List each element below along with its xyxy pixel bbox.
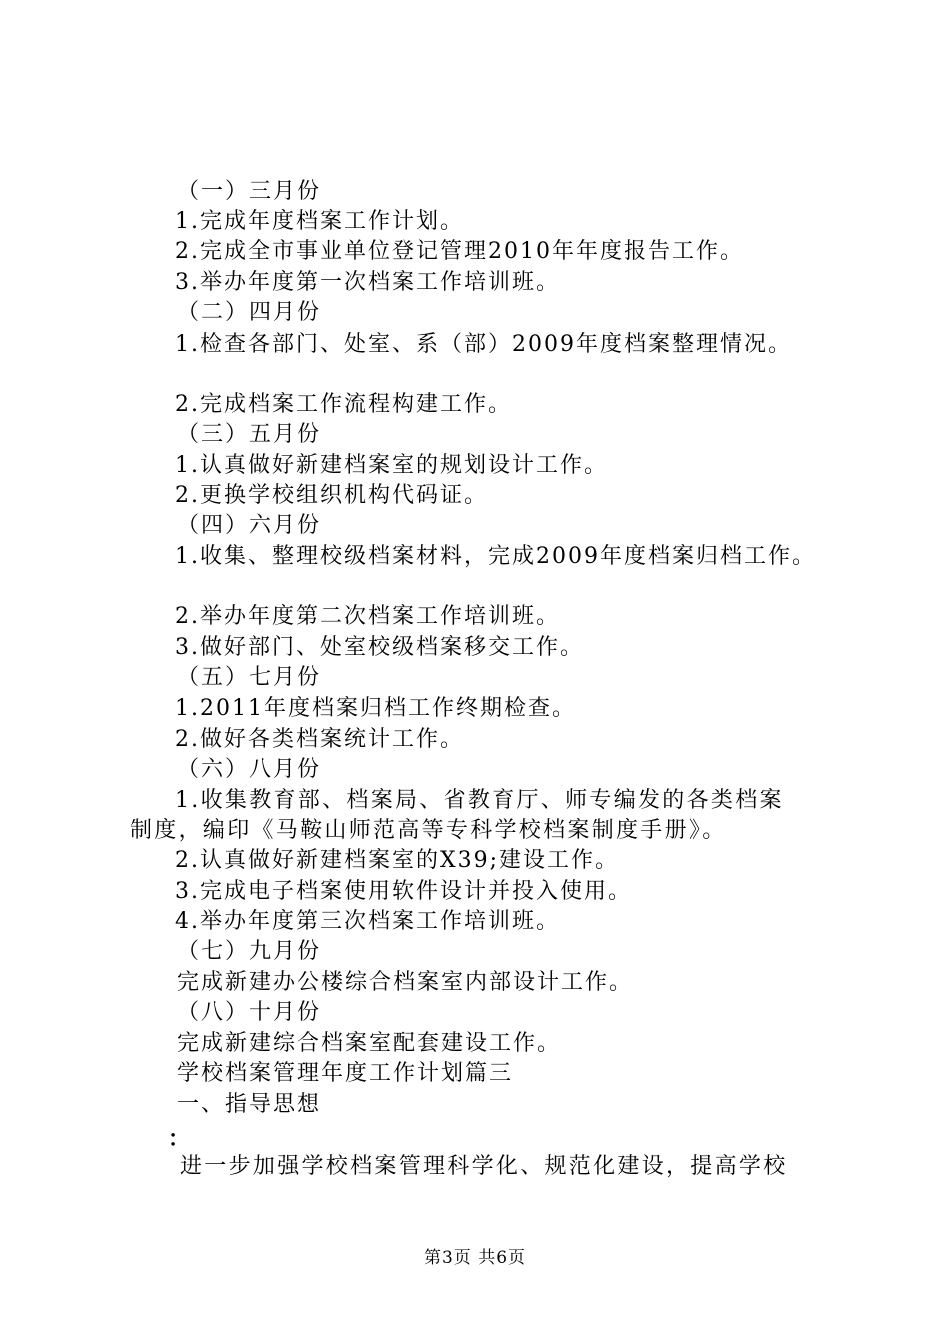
- list-item: 1.2011年度档案归档工作终期检查。: [175, 696, 576, 721]
- list-item: 2.做好各类档案统计工作。: [175, 727, 464, 752]
- section-heading: 一、指导思想: [177, 1092, 322, 1117]
- list-item: 2.完成档案工作流程构建工作。: [175, 392, 512, 417]
- chapter-title: 学校档案管理年度工作计划篇三: [177, 1061, 514, 1086]
- paragraph: 完成新建办公楼综合档案室内部设计工作。: [177, 970, 634, 995]
- list-item: 3.完成电子档案使用软件设计并投入使用。: [175, 879, 632, 904]
- list-item: 1.认真做好新建档案室的规划设计工作。: [175, 453, 608, 478]
- section-heading: （七）九月份: [177, 939, 322, 964]
- list-item: 1.检查各部门、处室、系（部）2009年度档案整理情况。: [175, 332, 792, 357]
- list-item: 2.举办年度第二次档案工作培训班。: [175, 604, 560, 629]
- section-heading: （六）八月份: [177, 757, 322, 782]
- list-item: 1.收集、整理校级档案材料，完成2009年度档案归档工作。: [175, 544, 816, 569]
- section-heading: （五）七月份: [177, 665, 322, 690]
- list-item: 3.举办年度第一次档案工作培训班。: [175, 270, 560, 295]
- list-item: 2.认真做好新建档案室的X39;建设工作。: [175, 848, 620, 873]
- paragraph: 完成新建综合档案室配套建设工作。: [177, 1031, 562, 1056]
- list-item: 1.收集教育部、档案局、省教育厅、师专编发的各类档案: [175, 788, 784, 813]
- list-item: 3.做好部门、处室校级档案移交工作。: [175, 635, 584, 660]
- section-heading: （八）十月份: [177, 1000, 322, 1025]
- colon-mark: ：: [168, 1126, 193, 1152]
- list-item: 4.举办年度第三次档案工作培训班。: [175, 909, 560, 934]
- list-item-continuation: 制度，编印《马鞍山师范高等专科学校档案制度手册》。: [130, 818, 727, 843]
- list-item: 2.完成全市事业单位登记管理2010年年度报告工作。: [175, 239, 744, 264]
- section-heading: （二）四月份: [177, 300, 322, 325]
- section-heading: （一）三月份: [177, 179, 322, 204]
- paragraph: 进一步加强学校档案管理科学化、规范化建设，提高学校: [180, 1154, 788, 1179]
- list-item: 1.完成年度档案工作计划。: [175, 209, 464, 234]
- section-heading: （四）六月份: [177, 513, 322, 538]
- page-footer: 第3页 共6页: [423, 1248, 527, 1268]
- section-heading: （三）五月份: [177, 422, 322, 447]
- list-item: 2.更换学校组织机构代码证。: [175, 483, 488, 508]
